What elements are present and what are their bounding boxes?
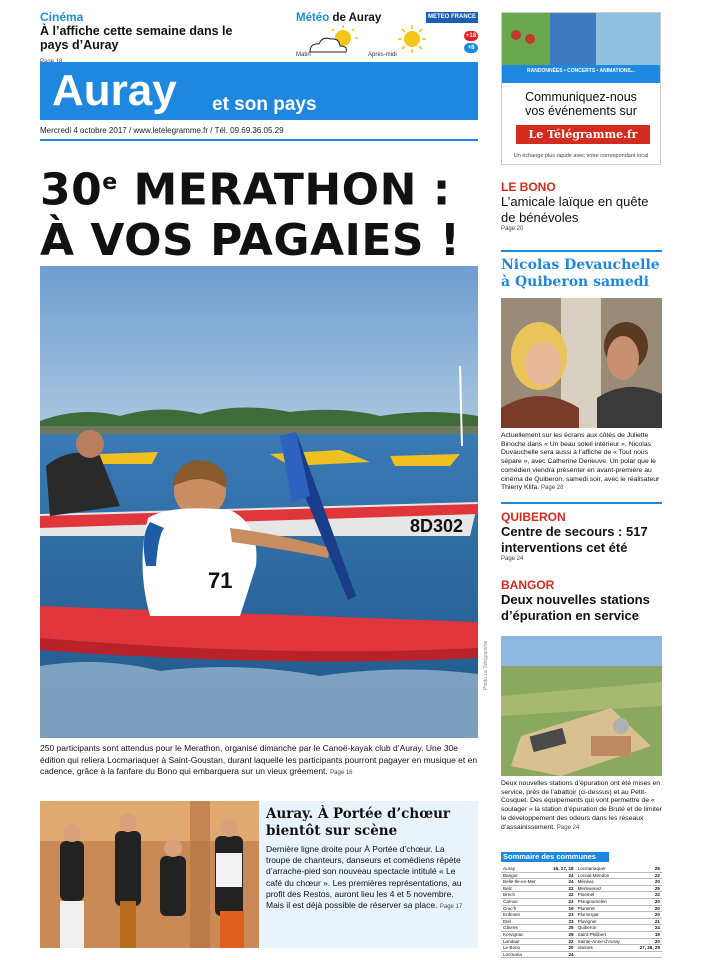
commune-page: 20	[632, 912, 662, 919]
choeur-body	[266, 844, 471, 913]
commune-page: 25	[632, 885, 662, 892]
choeur-headline[interactable]: Auray. À Portée d’chœur bientôt sur scène	[266, 806, 451, 839]
quiberon-page: Page 24	[501, 556, 524, 562]
commune-page: 23	[546, 918, 576, 925]
choeur-page: Page 17	[439, 904, 463, 911]
bangor-photo[interactable]	[501, 636, 662, 776]
caption-text: 250 participants sont attendus pour le Merathon, organisé dimanche par le Canoë-kayak club d’Auray. Une 30e édition qui reliera Locmariaquer à Saint-Goustan, durant laquelle les participants pourront pagayer en musique et en cadence, grâce à la fanfare du Bono qui embarquera sur un vieux gréement.	[40, 743, 478, 776]
boat-number: 8D302	[410, 516, 464, 536]
main-caption	[40, 743, 478, 780]
dateline: Mercredi 4 octobre 2017 / www.letelegramme.fr / Tél. 09.69.36.05.29	[40, 126, 284, 135]
ad-subtext: Un échange plus rapide avec votre correspondant local	[513, 153, 649, 159]
commune-name[interactable]: Belz	[501, 885, 546, 892]
sommaire-row	[501, 879, 662, 886]
commune-page: 24	[546, 951, 576, 958]
bangor-body	[501, 780, 662, 832]
headline-line1: MERATHON :	[117, 164, 451, 216]
sommaire-row	[501, 931, 662, 938]
commune-name[interactable]: Carnac	[501, 898, 546, 905]
bangor-aerial-image	[501, 636, 662, 776]
commune-name[interactable]: Landaul	[501, 938, 546, 945]
commune-page: 20	[632, 879, 662, 886]
caption-page: Page 16	[330, 770, 353, 776]
sommaire-row	[501, 892, 662, 899]
meteo-title	[296, 12, 381, 24]
sommaire-row	[501, 898, 662, 905]
commune-page: 25	[632, 866, 662, 872]
commune-page: 22	[632, 872, 662, 879]
quiberon-article[interactable]	[501, 510, 662, 562]
commune-page: 23	[546, 898, 576, 905]
choeur-photo[interactable]	[40, 801, 259, 948]
commune-page: 20	[632, 905, 662, 912]
cinema-kicker: Cinéma	[40, 10, 84, 24]
bono-headline: L’amicale laïque en quête de bénévoles	[501, 194, 649, 225]
commune-name[interactable]: Locmariaquer	[576, 866, 633, 872]
commune-name[interactable]: Pluneret	[576, 905, 633, 912]
commune-page: 21	[632, 918, 662, 925]
commune-name[interactable]: Sainte-Anne-d’Auray	[576, 938, 633, 945]
sommaire-row	[501, 938, 662, 945]
commune-name[interactable]	[576, 951, 633, 958]
sun-cloud-icon	[306, 24, 364, 54]
bono-page: Page 20	[501, 226, 524, 232]
commune-page: 27, 28, 29	[632, 945, 662, 952]
meteo-morning: Matin	[296, 52, 311, 58]
commune-page: 22	[546, 885, 576, 892]
photo-credit: Photo Le Télégramme	[483, 640, 489, 690]
commune-name[interactable]: Erdeven	[501, 912, 546, 919]
sommaire-table	[501, 866, 662, 958]
main-headline[interactable]	[40, 158, 480, 266]
commune-name[interactable]: Plumergat	[576, 912, 633, 919]
quiberon-headline: Centre de secours : 517 interventions cet été	[501, 524, 648, 555]
banner-title: Auray	[52, 66, 177, 115]
divider	[40, 139, 478, 141]
kayak-scene-image	[40, 266, 478, 738]
commune-page: 19	[632, 931, 662, 938]
meteo-france-logo: METEO FRANCE	[426, 12, 478, 23]
telegramme-logo[interactable]: Le Télégramme.fr	[516, 125, 650, 144]
commune-name[interactable]: Kervignac	[501, 931, 546, 938]
banner-subtitle: et son pays	[212, 94, 317, 115]
commune-page: 24	[632, 925, 662, 932]
commune-name[interactable]: Belle-Ile-en-Mer	[501, 879, 546, 886]
commune-name[interactable]: Gâvres	[501, 925, 546, 932]
commune-name[interactable]: Brech	[501, 892, 546, 899]
devauchelle-page: Page 28	[541, 485, 564, 492]
commune-page: 20	[632, 898, 662, 905]
choeur-text: Dernière ligne droite pour À Portée d’chœur. La troupe de chanteurs, danseurs et comédiens répète d’arrache-pied son nouveau spectacle intitulé « Le café du chœur ». Les premières représentations, au profit des Restos, auront lieu les 4 et 5 novembre. Mais il est déjà possible de réserver sa place.	[266, 844, 462, 911]
divider	[501, 502, 662, 504]
sommaire-row	[501, 912, 662, 919]
bib-number: 71	[208, 568, 233, 593]
meteo-place: de Auray	[332, 12, 382, 24]
divider	[501, 250, 662, 252]
commune-page: 25	[546, 925, 576, 932]
commune-page: 20	[632, 938, 662, 945]
meteo-afternoon: Après-midi	[368, 52, 397, 58]
devauchelle-headline[interactable]: Nicolas Devauchelle à Quiberon samedi	[501, 257, 660, 290]
devauchelle-text: Actuellement sur les écrans aux côtés de Juliette Binoche dans « Un beau soleil intérieur », Nicolas Duvauchelle sera aussi à l’affiche de « Tout nous sépare », avec Catherine Deneuve. Un polar que le comédien viendra présenter en avant-première au cinéma de Quiberon, samedi soir, avec le réalisateur Thierry Klifa.	[501, 432, 660, 492]
commune-name[interactable]: Crac’h	[501, 905, 546, 912]
commune-page: 22	[546, 892, 576, 899]
bangor-headline: Deux nouvelles stations d’épuration en service	[501, 592, 650, 623]
ad-text	[501, 90, 661, 118]
commune-name[interactable]: Plougoumelen	[576, 898, 633, 905]
commune-name[interactable]: Le Bono	[501, 945, 546, 952]
commune-name[interactable]: Ploemel	[576, 892, 633, 899]
commune-name[interactable]: Pluvigner	[576, 918, 633, 925]
devauchelle-photo[interactable]	[501, 298, 662, 428]
sommaire-row	[501, 918, 662, 925]
headline-number: 30	[40, 164, 103, 216]
commune-name[interactable]: Saint-Philibert	[576, 931, 633, 938]
commune-name[interactable]: Bangor	[501, 872, 546, 879]
commune-page: 24	[546, 879, 576, 886]
ad-line1: Communiquez-nous	[525, 90, 637, 104]
bono-kicker: LE BONO	[501, 180, 556, 194]
sommaire-row	[501, 945, 662, 952]
bono-article[interactable]	[501, 180, 662, 232]
commune-name[interactable]: Locoal-Mendon	[576, 872, 633, 879]
headline-sup: e	[102, 170, 118, 195]
sommaire-row	[501, 872, 662, 879]
commune-name[interactable]: Ménéac	[576, 879, 633, 886]
sun-icon	[395, 24, 429, 54]
commune-name[interactable]: Locmaria	[501, 951, 546, 958]
commune-name[interactable]: Merlevenez	[576, 885, 633, 892]
bangor-text: Deux nouvelles stations d’épuration ont été mises en service, près de l’abattoir (ci-dessus) et au Petit-Cosquet. Des équipements qui vont permettre de « soulager » la station d’épuration de Bruté et de limiter le développement des odeurs dans les réseaux d’assainissement.	[501, 780, 662, 831]
sommaire-row	[501, 885, 662, 892]
commune-name[interactable]: Etel	[501, 918, 546, 925]
meteo-label: Météo	[296, 12, 330, 24]
ad-tags: RANDONNÉES • CONCERTS • ANIMATIONS...	[527, 68, 635, 74]
devauchelle-image	[501, 298, 662, 428]
bangor-page: Page 24	[556, 824, 580, 831]
sommaire-row	[501, 951, 662, 958]
temp-low: +8	[464, 43, 478, 53]
ad-line2: vos événements sur	[525, 104, 637, 118]
commune-page: 24	[546, 872, 576, 879]
commune-page: 19	[546, 905, 576, 912]
commune-page	[632, 951, 662, 958]
cinema-text: À l’affiche cette semaine dans le pays d’Auray	[40, 24, 233, 52]
bangor-kicker: BANGOR	[501, 578, 555, 592]
kayak-photo[interactable]	[40, 266, 478, 738]
commune-name[interactable]: Quiberon	[576, 925, 633, 932]
commune-page: 20	[546, 945, 576, 952]
commune-page: 16, 17, 18	[546, 866, 576, 872]
commune-page: 22	[546, 938, 576, 945]
commune-name[interactable]: Vannes	[576, 945, 633, 952]
devauchelle-body	[501, 432, 662, 493]
sommaire-title: Sommaire des communes	[501, 852, 609, 862]
bangor-article[interactable]	[501, 578, 662, 624]
sommaire-row	[501, 905, 662, 912]
quiberon-kicker: QUIBERON	[501, 510, 566, 524]
commune-page: 23	[546, 912, 576, 919]
temp-high: +18	[465, 33, 477, 39]
sommaire-row	[501, 925, 662, 932]
commune-page: 25	[546, 931, 576, 938]
choeur-image	[40, 801, 259, 948]
commune-page: 22	[632, 892, 662, 899]
headline-line2: À VOS PAGAIES !	[40, 214, 461, 266]
commune-name[interactable]: Auray	[501, 866, 546, 872]
